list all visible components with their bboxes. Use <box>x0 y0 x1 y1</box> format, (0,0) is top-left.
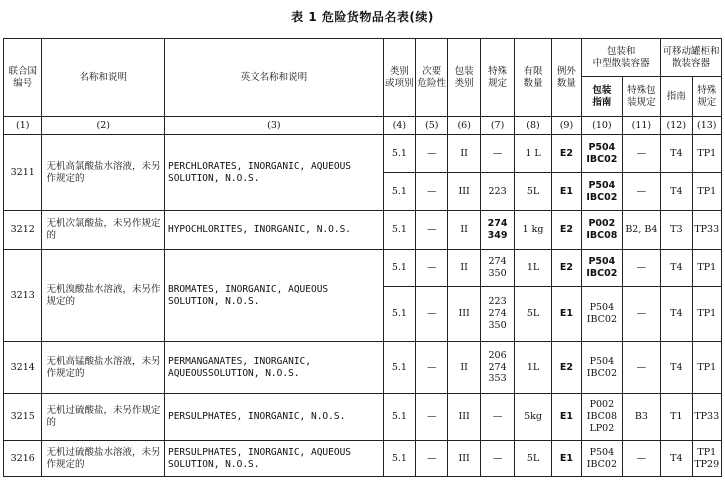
english-name-cell: BROMATES, INORGANIC, AQUEOUS SOLUTION, N.O.S. <box>164 250 383 342</box>
tank-special-cell: TP1 <box>692 287 722 342</box>
header-special-packing: 特殊包 装规定 <box>622 77 660 117</box>
special-provisions-cell: 206 274 353 <box>480 342 514 394</box>
tank-special-cell: TP1 TP29 <box>692 441 722 477</box>
tank-special-cell: TP1 <box>692 250 722 287</box>
un-number-cell: 3215 <box>4 394 42 441</box>
chinese-name-cell: 无机高锰酸盐水溶液，未另作规定的 <box>42 342 165 394</box>
packing-instruction-cell: P504 IBC02 <box>582 342 623 394</box>
tank-instruction-cell: T4 <box>661 342 692 394</box>
header-special-provisions: 特殊 规定 <box>480 39 514 117</box>
subsidiary-risk-cell: — <box>416 173 448 211</box>
column-number: (7) <box>480 117 514 135</box>
tank-special-cell: TP1 <box>692 135 722 173</box>
subsidiary-risk-cell: — <box>416 342 448 394</box>
un-number-cell: 3213 <box>4 250 42 342</box>
chinese-name-cell: 无机溴酸盐水溶液，未另作规定的 <box>42 250 165 342</box>
limited-quantity-cell: 5L <box>515 441 551 477</box>
header-row-1 <box>4 39 722 77</box>
tank-special-cell: TP1 <box>692 173 722 211</box>
tank-instruction-cell: T4 <box>661 250 692 287</box>
subsidiary-risk-cell: — <box>416 135 448 173</box>
class-cell: 5.1 <box>383 173 415 211</box>
header-tank-special: 特殊 规定 <box>692 77 722 117</box>
special-provisions-cell: — <box>480 135 514 173</box>
packing-instruction-cell: P504 IBC02 <box>582 441 623 477</box>
class-cell: 5.1 <box>383 342 415 394</box>
header-portable-tanks: 可移动罐柜和 散装容器 <box>661 39 722 77</box>
subsidiary-risk-cell: — <box>416 287 448 342</box>
class-cell: 5.1 <box>383 441 415 477</box>
packing-group-cell: II <box>448 211 480 250</box>
excepted-quantity-cell: E1 <box>551 287 581 342</box>
subsidiary-risk-cell: — <box>416 211 448 250</box>
un-number-cell: 3212 <box>4 211 42 250</box>
un-number-cell: 3211 <box>4 135 42 211</box>
chinese-name-cell: 无机过硫酸盐水溶液，未另作规定的 <box>42 441 165 477</box>
packing-group-cell: II <box>448 135 480 173</box>
table-row <box>4 211 722 250</box>
un-number-cell: 3216 <box>4 441 42 477</box>
special-packing-cell: — <box>622 173 660 211</box>
packing-group-cell: III <box>448 394 480 441</box>
excepted-quantity-cell: E1 <box>551 441 581 477</box>
column-number: (13) <box>692 117 722 135</box>
tank-instruction-cell: T4 <box>661 441 692 477</box>
special-provisions-cell: — <box>480 394 514 441</box>
class-cell: 5.1 <box>383 250 415 287</box>
excepted-quantity-cell: E2 <box>551 211 581 250</box>
table-row <box>4 441 722 477</box>
table-row <box>4 342 722 394</box>
packing-group-cell: III <box>448 441 480 477</box>
limited-quantity-cell: 5kg <box>515 394 551 441</box>
excepted-quantity-cell: E1 <box>551 394 581 441</box>
column-number: (6) <box>448 117 480 135</box>
chinese-name-cell: 无机高氯酸盐水溶液，未另作规定的 <box>42 135 165 211</box>
column-number: (5) <box>416 117 448 135</box>
table-row <box>4 394 722 441</box>
limited-quantity-cell: 1 L <box>515 135 551 173</box>
special-provisions-cell: 223 <box>480 173 514 211</box>
header-packing-instruction: 包装 指南 <box>582 77 623 117</box>
chinese-name-cell: 无机次氯酸盐，未另作规定的 <box>42 211 165 250</box>
tank-special-cell: TP33 <box>692 394 722 441</box>
packing-instruction-cell: P002 IBC08 <box>582 211 623 250</box>
special-packing-cell: B2, B4 <box>622 211 660 250</box>
header-class: 类别 或项别 <box>383 39 415 117</box>
special-packing-cell: B3 <box>622 394 660 441</box>
packing-instruction-cell: P002 IBC08 LP02 <box>582 394 623 441</box>
excepted-quantity-cell: E1 <box>551 173 581 211</box>
class-cell: 5.1 <box>383 394 415 441</box>
limited-quantity-cell: 5L <box>515 173 551 211</box>
packing-instruction-cell: P504 IBC02 <box>582 250 623 287</box>
tank-instruction-cell: T1 <box>661 394 692 441</box>
excepted-quantity-cell: E2 <box>551 342 581 394</box>
subsidiary-risk-cell: — <box>416 394 448 441</box>
column-number: (10) <box>582 117 623 135</box>
header-packaging-ibc: 包装和 中型散装容器 <box>582 39 661 77</box>
class-cell: 5.1 <box>383 287 415 342</box>
excepted-quantity-cell: E2 <box>551 250 581 287</box>
header-tank-instruction: 指南 <box>661 77 692 117</box>
excepted-quantity-cell: E2 <box>551 135 581 173</box>
packing-instruction-cell: P504 IBC02 <box>582 173 623 211</box>
header-name-cn: 名称和说明 <box>42 39 165 117</box>
tank-instruction-cell: T4 <box>661 287 692 342</box>
limited-quantity-cell: 1 kg <box>515 211 551 250</box>
subsidiary-risk-cell: — <box>416 441 448 477</box>
packing-instruction-cell: P504 IBC02 <box>582 287 623 342</box>
special-packing-cell: — <box>622 441 660 477</box>
header-subsidiary: 次要 危险性 <box>416 39 448 117</box>
header-packing-group: 包装 类别 <box>448 39 480 117</box>
page-title: 表 1 危险货物品名表(续) <box>291 10 434 24</box>
column-number: (11) <box>622 117 660 135</box>
english-name-cell: PERCHLORATES, INORGANIC, AQUEOUS SOLUTION, N.O.S. <box>164 135 383 211</box>
limited-quantity-cell: 5L <box>515 287 551 342</box>
column-number: (9) <box>551 117 581 135</box>
packing-group-cell: II <box>448 342 480 394</box>
english-name-cell: HYPOCHLORITES, INORGANIC, N.O.S. <box>164 211 383 250</box>
packing-instruction-cell: P504 IBC02 <box>582 135 623 173</box>
english-name-cell: PERSULPHATES, INORGANIC, N.O.S. <box>164 394 383 441</box>
special-packing-cell: — <box>622 250 660 287</box>
header-limited-quantity: 有限 数量 <box>515 39 551 117</box>
column-number: (2) <box>42 117 165 135</box>
class-cell: 5.1 <box>383 211 415 250</box>
packing-group-cell: III <box>448 173 480 211</box>
special-packing-cell: — <box>622 342 660 394</box>
tank-special-cell: TP1 <box>692 342 722 394</box>
un-number-cell: 3214 <box>4 342 42 394</box>
dangerous-goods-table <box>3 38 722 477</box>
table-row <box>4 250 722 287</box>
limited-quantity-cell: 1L <box>515 342 551 394</box>
tank-special-cell: TP33 <box>692 211 722 250</box>
column-number: (3) <box>164 117 383 135</box>
header-excepted-quantity: 例外 数量 <box>551 39 581 117</box>
special-provisions-cell: 274 349 <box>480 211 514 250</box>
limited-quantity-cell: 1L <box>515 250 551 287</box>
column-number: (4) <box>383 117 415 135</box>
column-number: (1) <box>4 117 42 135</box>
english-name-cell: PERSULPHATES, INORGANIC, AQUEOUS SOLUTION, N.O.S. <box>164 441 383 477</box>
header-name-en: 英文名称和说明 <box>164 39 383 117</box>
column-number: (8) <box>515 117 551 135</box>
table-row <box>4 135 722 173</box>
packing-group-cell: III <box>448 287 480 342</box>
english-name-cell: PERMANGANATES, INORGANIC, AQUEOUSSOLUTION, N.O.S. <box>164 342 383 394</box>
special-packing-cell: — <box>622 287 660 342</box>
column-number: (12) <box>661 117 692 135</box>
special-provisions-cell: 223 274 350 <box>480 287 514 342</box>
class-cell: 5.1 <box>383 135 415 173</box>
header-un-no: 联合国 编号 <box>4 39 42 117</box>
subsidiary-risk-cell: — <box>416 250 448 287</box>
packing-group-cell: II <box>448 250 480 287</box>
tank-instruction-cell: T3 <box>661 211 692 250</box>
tank-instruction-cell: T4 <box>661 135 692 173</box>
special-provisions-cell: 274 350 <box>480 250 514 287</box>
special-packing-cell: — <box>622 135 660 173</box>
column-number-row <box>4 117 722 135</box>
tank-instruction-cell: T4 <box>661 173 692 211</box>
chinese-name-cell: 无机过硫酸盐，未另作规定的 <box>42 394 165 441</box>
special-provisions-cell: — <box>480 441 514 477</box>
